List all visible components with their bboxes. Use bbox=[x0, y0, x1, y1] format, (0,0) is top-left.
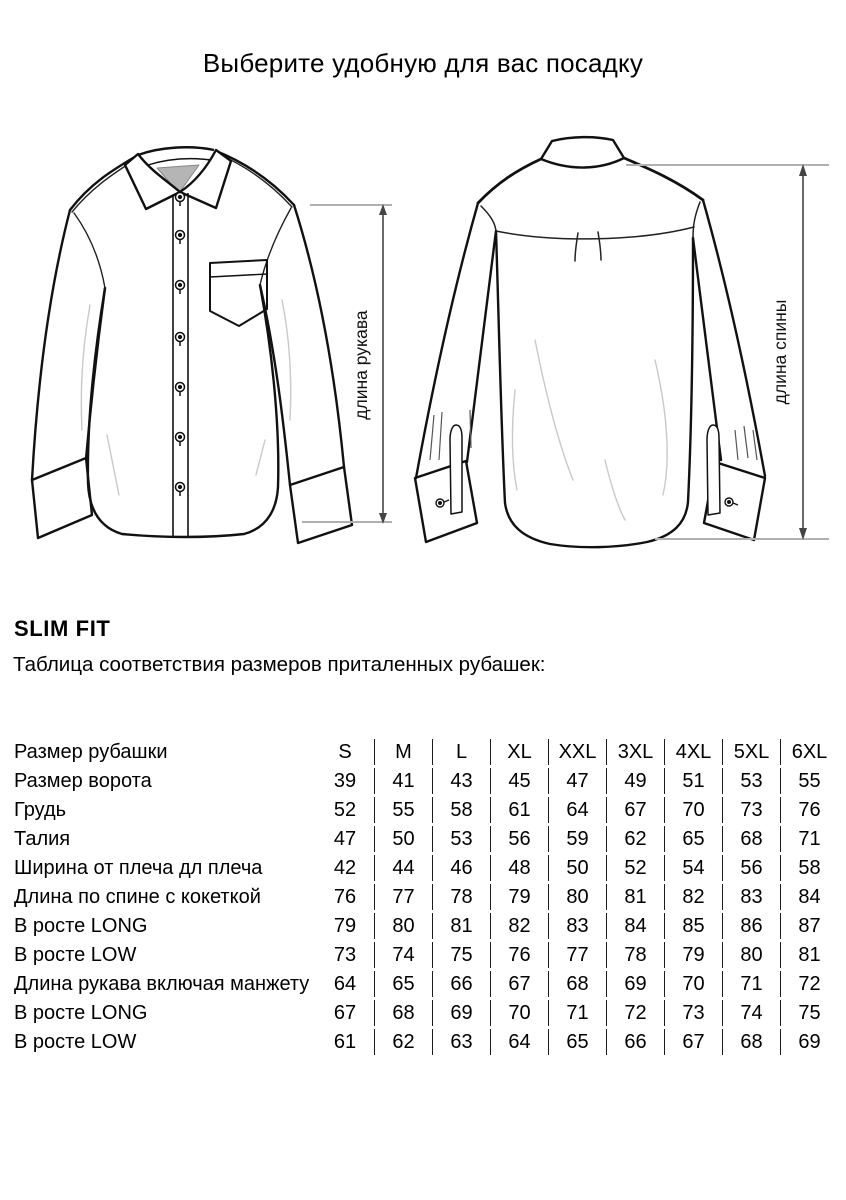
cell-value: 65 bbox=[374, 971, 432, 997]
row-label: В росте LOW bbox=[14, 943, 137, 966]
cell-value: 66 bbox=[606, 1029, 664, 1055]
cell-value: 76 bbox=[490, 942, 548, 968]
row-label: Длина рукава включая манжету bbox=[14, 972, 310, 995]
cell-value: 76 bbox=[333, 886, 357, 908]
cell-value: 67 bbox=[333, 1002, 357, 1024]
row-label: Длина по спине с кокеткой bbox=[14, 885, 261, 908]
cell-value: 80 bbox=[722, 942, 780, 968]
cell-value: 85 bbox=[664, 913, 722, 939]
row-label: Талия bbox=[14, 827, 71, 850]
cell-value: 84 bbox=[780, 884, 838, 910]
table-row bbox=[14, 1000, 838, 1026]
cell-value: 64 bbox=[490, 1029, 548, 1055]
cell-value: 64 bbox=[333, 973, 357, 995]
button bbox=[725, 498, 738, 506]
size-column-header: L bbox=[432, 739, 490, 765]
table-row bbox=[14, 1029, 838, 1055]
cell-value: 67 bbox=[490, 971, 548, 997]
cell-value: 79 bbox=[490, 884, 548, 910]
cell-value: 64 bbox=[548, 797, 606, 823]
cell-value: 83 bbox=[548, 913, 606, 939]
cell-value: 71 bbox=[548, 1000, 606, 1026]
cell-value: 63 bbox=[432, 1029, 490, 1055]
row-label: Грудь bbox=[14, 798, 67, 821]
cell-value: 51 bbox=[664, 768, 722, 794]
button bbox=[176, 231, 185, 245]
cell-value: 62 bbox=[374, 1029, 432, 1055]
table-row bbox=[14, 797, 838, 823]
table-row bbox=[14, 971, 838, 997]
cell-value: 56 bbox=[490, 826, 548, 852]
table-header-row bbox=[14, 739, 838, 765]
cell-value: 81 bbox=[780, 942, 838, 968]
table-row bbox=[14, 884, 838, 910]
cell-value: 49 bbox=[606, 768, 664, 794]
size-column-header: S bbox=[338, 741, 352, 763]
cell-value: 77 bbox=[548, 942, 606, 968]
cell-value: 73 bbox=[722, 797, 780, 823]
cell-value: 77 bbox=[374, 884, 432, 910]
row-label: Ширина от плеча дл плеча bbox=[14, 856, 263, 879]
cell-value: 68 bbox=[548, 971, 606, 997]
size-column-header: XXL bbox=[548, 739, 606, 765]
shirt-back-diagram bbox=[405, 130, 846, 570]
cell-value: 69 bbox=[606, 971, 664, 997]
cell-value: 67 bbox=[606, 797, 664, 823]
button bbox=[176, 281, 185, 295]
table-row bbox=[14, 768, 838, 794]
button bbox=[176, 193, 185, 207]
back-length-measure bbox=[626, 164, 829, 540]
cell-value: 69 bbox=[432, 1000, 490, 1026]
size-table bbox=[14, 739, 838, 1058]
cell-value: 66 bbox=[432, 971, 490, 997]
page-title: Выберите удобную для вас посадку bbox=[202, 48, 644, 78]
cell-value: 61 bbox=[333, 1031, 357, 1053]
cell-value: 47 bbox=[548, 768, 606, 794]
cell-value: 83 bbox=[722, 884, 780, 910]
chest-pocket bbox=[210, 260, 267, 326]
cell-value: 68 bbox=[374, 1000, 432, 1026]
cell-value: 45 bbox=[490, 768, 548, 794]
shirt-front-diagram bbox=[30, 135, 410, 565]
sleeve-length-label: длина рукава bbox=[351, 310, 371, 420]
cell-value: 52 bbox=[606, 855, 664, 881]
cell-value: 76 bbox=[780, 797, 838, 823]
cell-value: 46 bbox=[432, 855, 490, 881]
size-column-header: XL bbox=[490, 739, 548, 765]
cell-value: 39 bbox=[333, 770, 357, 792]
cell-value: 55 bbox=[374, 797, 432, 823]
cell-value: 87 bbox=[780, 913, 838, 939]
table-row bbox=[14, 942, 838, 968]
size-column-header: 3XL bbox=[606, 739, 664, 765]
table-caption: Таблица соответствия размеров приталенных рубашек: bbox=[13, 653, 546, 676]
cell-value: 73 bbox=[333, 944, 357, 966]
cell-value: 74 bbox=[374, 942, 432, 968]
cell-value: 43 bbox=[432, 768, 490, 794]
cell-value: 72 bbox=[606, 1000, 664, 1026]
button bbox=[176, 483, 185, 497]
yoke-seam bbox=[496, 227, 694, 239]
row-label: В росте LOW bbox=[14, 1030, 137, 1053]
shirt-front-outline bbox=[32, 151, 352, 543]
cell-value: 80 bbox=[374, 913, 432, 939]
row-label: В росте LONG bbox=[14, 1001, 148, 1024]
cell-value: 67 bbox=[664, 1029, 722, 1055]
button bbox=[176, 433, 185, 447]
cell-value: 61 bbox=[490, 797, 548, 823]
cuff-plackets bbox=[450, 425, 720, 515]
cell-value: 82 bbox=[490, 913, 548, 939]
cell-value: 58 bbox=[780, 855, 838, 881]
shirt-back-seams bbox=[481, 202, 700, 261]
cell-value: 54 bbox=[664, 855, 722, 881]
cell-value: 55 bbox=[780, 768, 838, 794]
cell-value: 50 bbox=[374, 826, 432, 852]
size-column-header: 4XL bbox=[664, 739, 722, 765]
back-length-label: длина спины bbox=[770, 299, 790, 405]
cell-value: 71 bbox=[780, 826, 838, 852]
cell-value: 72 bbox=[780, 971, 838, 997]
shirt-front-shading bbox=[81, 300, 290, 495]
cell-value: 70 bbox=[664, 971, 722, 997]
size-column-header: M bbox=[374, 739, 432, 765]
cell-value: 82 bbox=[664, 884, 722, 910]
fit-heading: SLIM FIT bbox=[14, 616, 111, 641]
pleat-line bbox=[598, 232, 601, 260]
cell-value: 70 bbox=[664, 797, 722, 823]
table-row bbox=[14, 826, 838, 852]
pleat-line bbox=[575, 233, 578, 261]
cell-value: 81 bbox=[606, 884, 664, 910]
cell-value: 52 bbox=[333, 799, 357, 821]
cell-value: 84 bbox=[606, 913, 664, 939]
cell-value: 58 bbox=[432, 797, 490, 823]
cell-value: 74 bbox=[722, 1000, 780, 1026]
cell-value: 53 bbox=[432, 826, 490, 852]
cuff-buttons bbox=[436, 498, 738, 507]
button bbox=[436, 499, 449, 507]
cell-value: 59 bbox=[548, 826, 606, 852]
shirt-back-shading bbox=[513, 340, 668, 520]
size-column-header: 5XL bbox=[722, 739, 780, 765]
table-row bbox=[14, 855, 838, 881]
cell-value: 48 bbox=[490, 855, 548, 881]
cell-value: 81 bbox=[432, 913, 490, 939]
cell-value: 79 bbox=[333, 915, 357, 937]
row-label: Размер ворота bbox=[14, 769, 152, 792]
cell-value: 56 bbox=[722, 855, 780, 881]
table-row bbox=[14, 913, 838, 939]
cell-value: 62 bbox=[606, 826, 664, 852]
size-column-header: 6XL bbox=[780, 739, 838, 765]
cell-value: 42 bbox=[333, 857, 357, 879]
cell-value: 41 bbox=[374, 768, 432, 794]
buttons bbox=[176, 193, 185, 497]
cell-value: 73 bbox=[664, 1000, 722, 1026]
cell-value: 75 bbox=[780, 1000, 838, 1026]
cell-value: 79 bbox=[664, 942, 722, 968]
cell-value: 70 bbox=[490, 1000, 548, 1026]
row-label: Размер рубашки bbox=[14, 740, 168, 763]
cell-value: 75 bbox=[432, 942, 490, 968]
sleeve-placket bbox=[450, 425, 462, 514]
cell-value: 80 bbox=[548, 884, 606, 910]
cell-value: 86 bbox=[722, 913, 780, 939]
button bbox=[176, 333, 185, 347]
cell-value: 44 bbox=[374, 855, 432, 881]
row-label: В росте LONG bbox=[14, 914, 148, 937]
cell-value: 65 bbox=[664, 826, 722, 852]
cell-value: 78 bbox=[606, 942, 664, 968]
cell-value: 69 bbox=[780, 1029, 838, 1055]
cell-value: 78 bbox=[432, 884, 490, 910]
cell-value: 47 bbox=[333, 828, 357, 850]
button bbox=[176, 383, 185, 397]
cell-value: 68 bbox=[722, 1029, 780, 1055]
cell-value: 68 bbox=[722, 826, 780, 852]
cell-value: 53 bbox=[722, 768, 780, 794]
sleeve-placket bbox=[707, 425, 720, 515]
cell-value: 50 bbox=[548, 855, 606, 881]
cell-value: 71 bbox=[722, 971, 780, 997]
cell-value: 65 bbox=[548, 1029, 606, 1055]
